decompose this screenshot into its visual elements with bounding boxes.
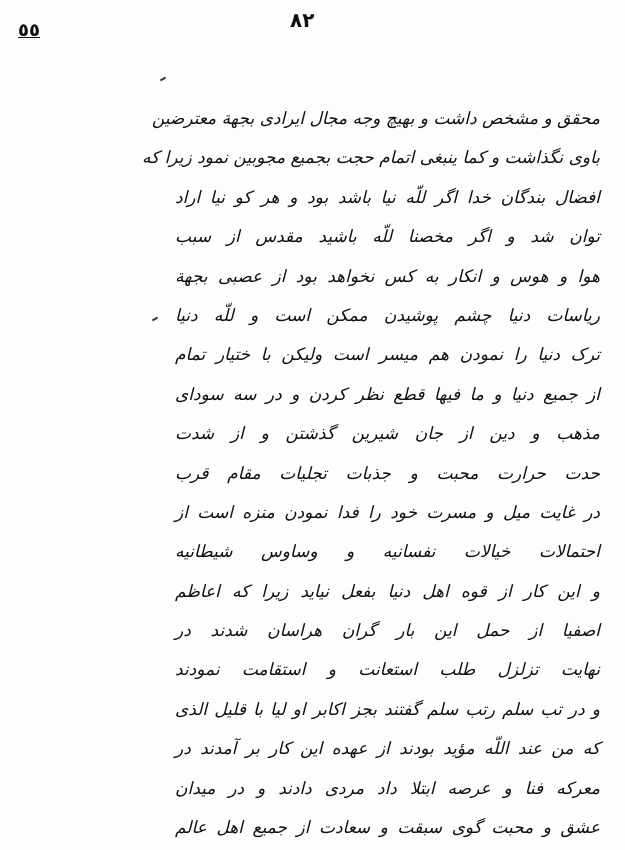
manuscript-line: نهایت تزلزل طلب استعانت و استقامت نمودند — [175, 660, 600, 681]
manuscript-text-block — [142, 100, 600, 848]
folio-number: ۸۲ — [290, 8, 315, 32]
manuscript-line: و این کار از قوه اهل دنیا بفعل نیاید زیرا که اعاظم — [175, 581, 600, 602]
manuscript-line: عشق و محبت گوی سبقت و سعادت از جمیع اهل عالم — [175, 818, 600, 839]
manuscript-line: از جمیع دنیا و ما فیها قطع نظر کردن و در سه سودای — [175, 384, 600, 405]
ink-mark — [152, 317, 158, 322]
manuscript-line: باوی نگذاشت و کما ینبغی اتمام حجت بجمیع مجوبین نمود زیرا که — [142, 148, 600, 169]
manuscript-line: توان شد و اگر مخصنا للّه باشید مقدس از سبب — [175, 227, 600, 248]
manuscript-line: محقق و مشخص داشت و بهیچ وجه مجال ایرادی بجهة معترضین — [151, 109, 600, 129]
margin-number: ٥٥ — [18, 20, 40, 41]
manuscript-line: ریاسات دنیا چشم پوشیدن ممکن است و للّه دنیا — [175, 305, 600, 326]
manuscript-line: مذهب و دین از جان شیرین گذشتن و از شدت — [175, 424, 600, 445]
manuscript-line: حدت حرارت محبت و جذبات تجلیات مقام قرب — [175, 463, 600, 484]
manuscript-line: که من عند اللّه مؤید بودند از عهده این کار بر آمدند در — [175, 739, 600, 760]
manuscript-line: هوا و هوس و انکار به کس نخواهد بود از عصبی بجهة — [175, 266, 600, 287]
manuscript-line: ترک دنیا را نمودن هم میسر است ولیکن با ختیار تمام — [175, 345, 600, 366]
manuscript-line: معرکه فنا و عرصه ابتلا داد مردی دادند و در میدان — [175, 778, 600, 799]
manuscript-line: و در تب سلم رتب سلم گفتند بجز اکابر او لیا با قلیل الذی — [175, 699, 600, 720]
manuscript-line: اصفیا از حمل این بار گران هراسان شدند در — [175, 621, 600, 642]
manuscript-line: در غایت میل و مسرت خود را فدا نمودن منزه است از — [175, 502, 600, 523]
manuscript-line: افضال بندگان خدا اگر للّه نیا باشد بود و هر کو نیا اراد — [175, 187, 600, 208]
ink-mark — [160, 77, 166, 82]
manuscript-line: احتمالات خیالات نفسانیه و وساوس شیطانیه — [175, 542, 600, 563]
